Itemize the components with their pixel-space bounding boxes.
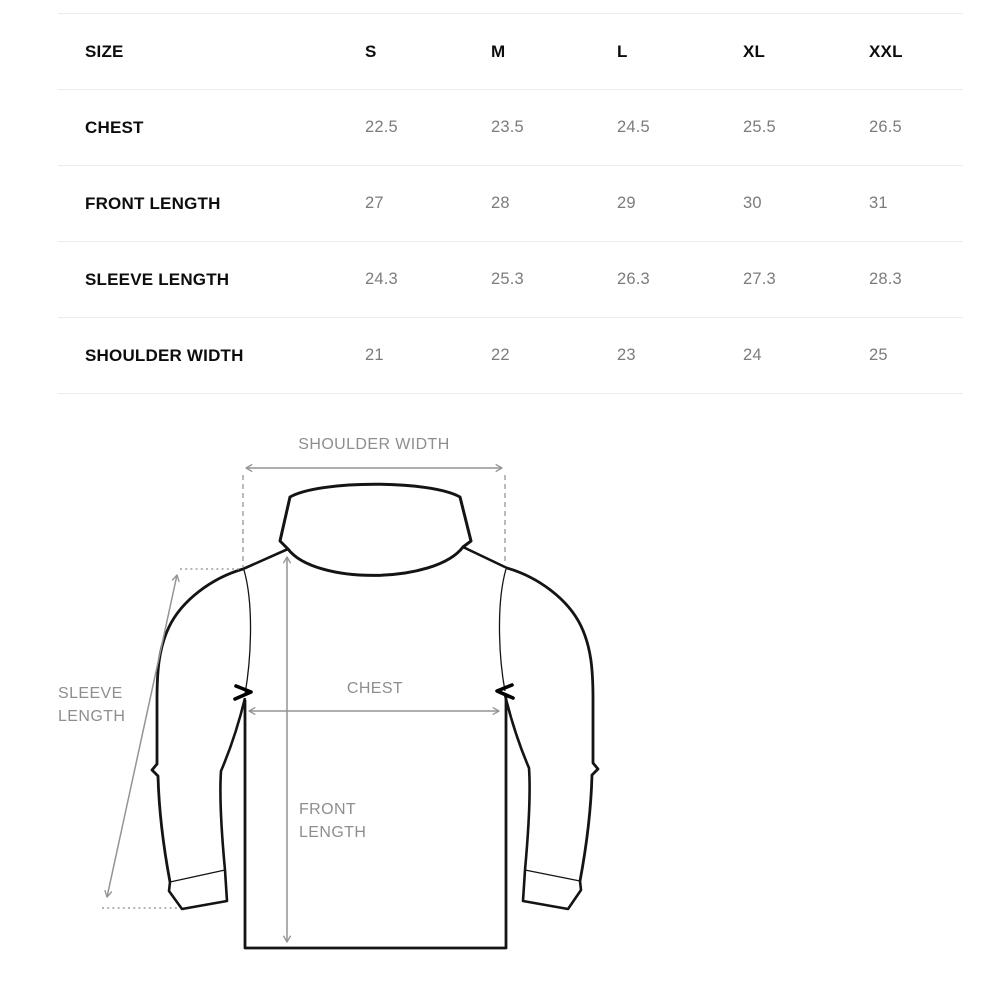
column-header-l: L [617, 41, 628, 61]
left-sleeve-outer-edge [152, 569, 243, 882]
front-length-value-m: 28 [491, 194, 510, 212]
shoulder-width-diagram-label: SHOULDER WIDTH [298, 436, 450, 453]
table-row-shoulder-width [58, 317, 963, 393]
left-sleeve-inner-edge [220, 698, 245, 870]
column-header-m: M [491, 41, 506, 61]
front-length-value-l: 29 [617, 194, 636, 212]
table-header-row [58, 13, 963, 89]
chest-value-xl: 25.5 [743, 118, 776, 136]
shoulder-width-value-l: 23 [617, 346, 636, 364]
front-length-value-xl: 30 [743, 194, 762, 212]
shoulder-width-value-xl: 24 [743, 346, 762, 364]
chest-diagram-label: CHEST [346, 680, 404, 697]
sleeve-length-value-s: 24.3 [365, 270, 398, 288]
right-sleeve-outer-edge [507, 568, 598, 881]
sleeve-length-label-line1: SLEEVE [58, 685, 123, 702]
front-length-value-xxl: 31 [869, 194, 888, 212]
size-chart-table [58, 13, 963, 394]
hoodie-measurement-diagram [0, 420, 660, 985]
chest-value-l: 24.5 [617, 118, 650, 136]
sleeve-length-value-xl: 27.3 [743, 270, 776, 288]
sleeve-length-arrow [107, 575, 177, 897]
right-armpit-notch [497, 685, 513, 698]
right-armhole-seam [499, 569, 506, 691]
body-outline [245, 697, 506, 948]
right-sleeve-inner-edge [505, 695, 530, 870]
row-label-shoulder-width: SHOULDER WIDTH [85, 345, 244, 365]
sleeve-length-diagram-label [58, 682, 125, 728]
sleeve-length-value-xxl: 28.3 [869, 270, 902, 288]
column-header-s: S [365, 41, 377, 61]
shoulder-width-value-s: 21 [365, 346, 384, 364]
left-armpit-notch [235, 686, 251, 699]
shoulder-width-value-m: 22 [491, 346, 510, 364]
right-cuff-seam [525, 870, 580, 881]
left-armhole-seam [244, 570, 251, 694]
sleeve-length-value-l: 26.3 [617, 270, 650, 288]
left-shoulder-line [243, 549, 288, 569]
row-label-sleeve-length: SLEEVE LENGTH [85, 269, 230, 289]
chest-value-m: 23.5 [491, 118, 524, 136]
column-header-size: SIZE [85, 41, 124, 61]
sleeve-length-label-line2: LENGTH [58, 708, 126, 725]
row-label-front-length: FRONT LENGTH [85, 193, 221, 213]
front-length-label-line2: LENGTH [299, 824, 367, 841]
front-length-diagram-label [299, 798, 366, 844]
row-label-chest: CHEST [85, 117, 144, 137]
right-shoulder-line [463, 547, 507, 568]
shoulder-width-value-xxl: 25 [869, 346, 888, 364]
chest-value-xxl: 26.5 [869, 118, 902, 136]
chest-value-s: 22.5 [365, 118, 398, 136]
column-header-xl: XL [743, 41, 766, 61]
front-length-label-line1: FRONT [299, 801, 357, 818]
table-row-sleeve-length [58, 241, 963, 317]
left-cuff-seam [170, 870, 225, 882]
hood-outline [280, 484, 471, 575]
table-row-chest [58, 89, 963, 165]
front-length-value-s: 27 [365, 194, 384, 212]
sleeve-length-value-m: 25.3 [491, 270, 524, 288]
table-row-front-length [58, 165, 963, 241]
column-header-xxl: XXL [869, 41, 903, 61]
